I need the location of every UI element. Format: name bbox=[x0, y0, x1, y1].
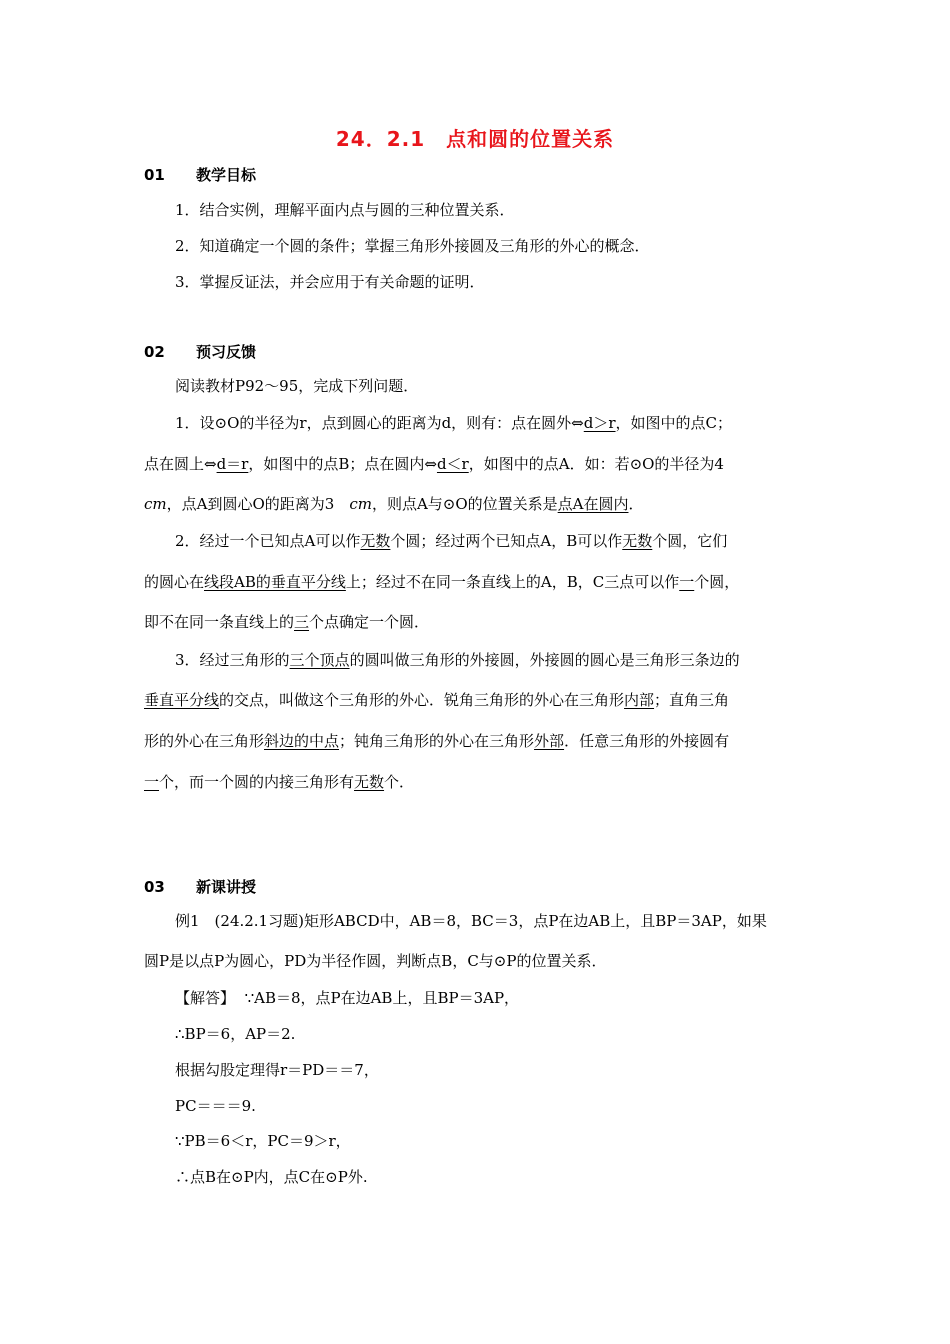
goal-item: 2．知道确定一个圆的条件；掌握三角形外接圆及三角形的外心的概念． bbox=[175, 237, 650, 255]
preview-p2-line3: 即不在同一条直线上的三个点确定一个圆． bbox=[144, 613, 430, 631]
goal-item: 3．掌握反证法，并会应用于有关命题的证明． bbox=[175, 273, 485, 291]
page-title: 24．2.1 点和圆的位置关系 bbox=[335, 127, 615, 151]
solution-line: ∴点B在⊙P内，点C在⊙P外. bbox=[175, 1168, 368, 1186]
answer-blank: d＜r bbox=[436, 455, 469, 473]
example-line2: 圆P是以点P为圆心，PD为半径作圆，判断点B，C与⊙P的位置关系． bbox=[144, 952, 607, 970]
answer-blank: d＞r bbox=[583, 414, 616, 432]
answer-blank: 无数 bbox=[360, 532, 391, 550]
section-label: 教学目标 bbox=[196, 166, 257, 184]
solution-line: 【解答】 ∵AB＝8，点P在边AB上，且BP＝3AP， bbox=[175, 989, 520, 1007]
solution-line: ∵PB＝6＜r，PC＝9＞r， bbox=[175, 1132, 351, 1150]
answer-blank: d＝r bbox=[216, 455, 249, 473]
section-heading-preview bbox=[144, 341, 256, 362]
answer-blank: 外部 bbox=[534, 732, 565, 750]
section-number: 01 bbox=[144, 166, 165, 184]
section-label: 新课讲授 bbox=[196, 878, 257, 896]
solution-line: 根据勾股定理得r＝PD＝＝7， bbox=[175, 1061, 379, 1079]
answer-blank: 斜边的中点 bbox=[264, 732, 340, 750]
answer-blank: 一 bbox=[144, 773, 160, 791]
preview-intro: 阅读教材P92～95，完成下列问题． bbox=[175, 377, 419, 395]
section-heading-goals bbox=[144, 164, 256, 185]
goal-item: 1．结合实例，理解平面内点与圆的三种位置关系． bbox=[175, 201, 515, 219]
preview-p1-line1: 1．设⊙O的半径为r，点到圆心的距离为d，则有：点在圆外⇔d＞r，如图中的点C； bbox=[175, 414, 733, 432]
answer-blank: 一 bbox=[679, 573, 695, 591]
answer-blank: 内部 bbox=[624, 691, 655, 709]
solution-line: ∴BP＝6，AP＝2. bbox=[175, 1025, 296, 1043]
preview-p3-line4: 一个，而一个圆的内接三角形有无数个． bbox=[144, 773, 415, 791]
answer-blank: 三个顶点 bbox=[289, 651, 350, 669]
section-number: 03 bbox=[144, 878, 165, 896]
preview-p3-line3: 形的外心在三角形斜边的中点；钝角三角形的外心在三角形外部．任意三角形的外接圆有 bbox=[144, 732, 730, 750]
section-label: 预习反馈 bbox=[196, 343, 257, 361]
example-line1: 例1 (24.2.1习题)矩形ABCD中，AB＝8，BC＝3，点P在边AB上，且BP＝3AP，如果 bbox=[175, 912, 767, 930]
preview-p1-line2: 点在圆上⇔d＝r，如图中的点B；点在圆内⇔d＜r，如图中的点A．如：若⊙O的半径为4 bbox=[144, 455, 724, 473]
preview-p1-line3: cm，点A到圆心O的距离为3 cm，则点A与⊙O的位置关系是点A在圆内． bbox=[144, 495, 644, 513]
answer-blank: 无数 bbox=[354, 773, 385, 791]
preview-p2-line1: 2．经过一个已知点A可以作无数个圆；经过两个已知点A，B可以作无数个圆，它们 bbox=[175, 532, 728, 550]
preview-p3-line2: 垂直平分线的交点，叫做这个三角形的外心．锐角三角形的外心在三角形内部；直角三角 bbox=[144, 691, 730, 709]
preview-p2-line2: 的圆心在线段AB的垂直平分线上；经过不在同一条直线上的A，B，C三点可以作一个圆， bbox=[144, 573, 740, 591]
answer-label: 【解答】 bbox=[175, 989, 236, 1007]
answer-blank: 无数 bbox=[622, 532, 653, 550]
solution-line: PC＝＝＝9. bbox=[175, 1097, 256, 1115]
section-number: 02 bbox=[144, 343, 165, 361]
answer-blank: 线段AB的垂直平分线 bbox=[204, 573, 346, 591]
answer-blank: 三 bbox=[294, 613, 310, 631]
section-heading-lesson bbox=[144, 876, 256, 897]
answer-blank: 垂直平分线 bbox=[144, 691, 220, 709]
answer-blank: 点A在圆内 bbox=[557, 495, 629, 513]
preview-p3-line1: 3．经过三角形的三个顶点的圆叫做三角形的外接圆，外接圆的圆心是三角形三条边的 bbox=[175, 651, 740, 669]
